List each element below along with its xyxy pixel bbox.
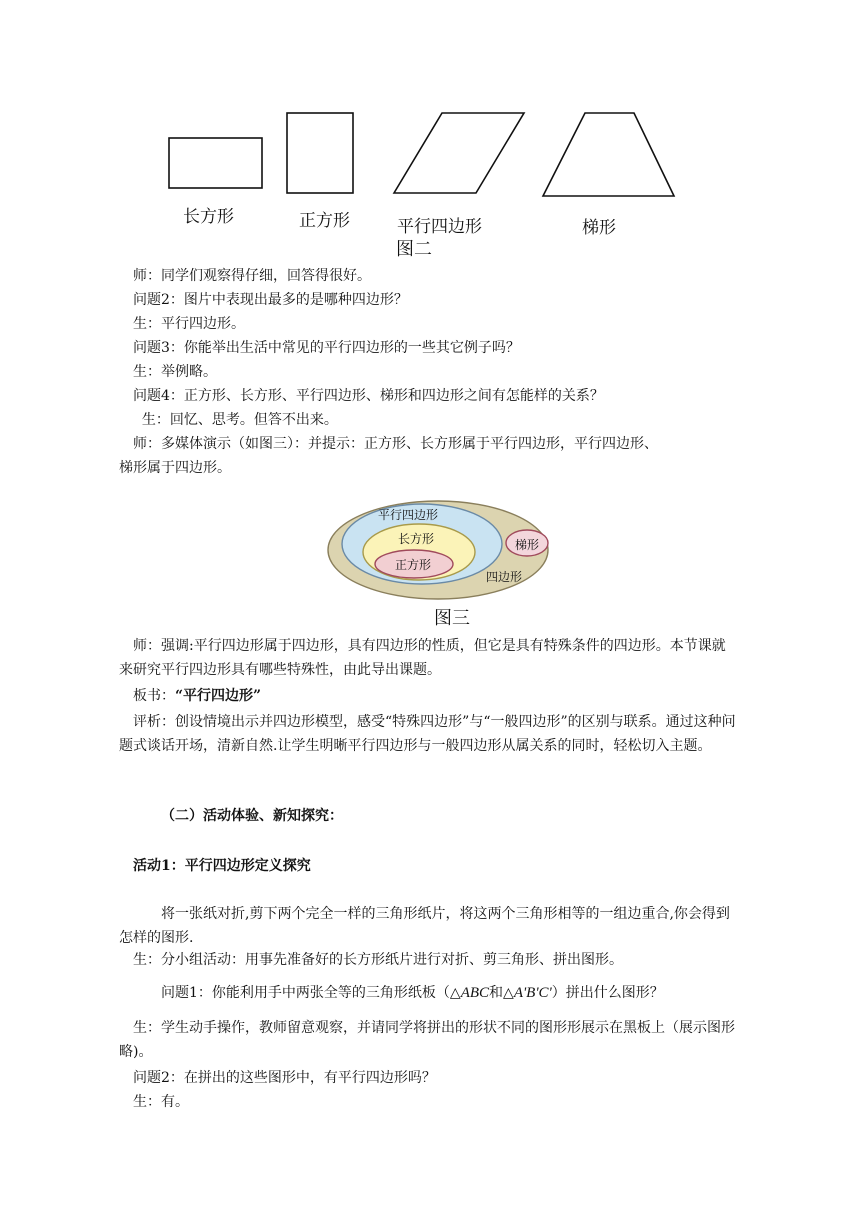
- square-shape: [287, 113, 353, 193]
- board-line: [133, 686, 261, 706]
- dialogue-line: 问题3：你能举出生活中常见的平行四边形的一些其它例子吗？: [133, 340, 520, 356]
- dialogue-line: 师：同学们观察得仔细，回答得很好。: [133, 268, 371, 284]
- board-title: “平行四边形”: [175, 688, 262, 704]
- dialogue-line: 生：有。: [133, 1094, 189, 1110]
- square-label: 正方形: [299, 211, 350, 231]
- trapezoid-shape: [543, 113, 674, 196]
- activity-instruction-paragraph: 将一张纸对折,剪下两个完全一样的三角形纸片，将这两个三角形相等的一组边重合,你会得到怎样的图形.: [119, 906, 730, 946]
- teacher-emphasis-paragraph: 师：强调:平行四边形属于四边形，具有四边形的性质，但它是具有特殊条件的四边形。本节课就来研究平行四边形具有哪些特殊性，由此导出课题。: [119, 638, 726, 678]
- rectangle-label: 长方形: [183, 207, 234, 227]
- student-activity-line: 生：分小组活动：用事先准备好的长方形纸片进行对折、剪三角形、拼出图形。: [133, 952, 623, 968]
- dialogue-line: 问题2：图片中表现出最多的是哪种四边形？: [133, 292, 408, 308]
- venn-label-trapezoid: 梯形: [515, 538, 540, 552]
- activity-heading: 活动1：平行四边形定义探究: [133, 858, 311, 874]
- venn-label-quadrilateral: 四边形: [486, 570, 523, 584]
- triangle-abc: ABC: [460, 985, 490, 1001]
- triangle-abc-prime: A'B'C': [513, 985, 552, 1001]
- dialogue-line: 梯形属于四边形。: [119, 460, 231, 476]
- trapezoid-label: 梯形: [582, 218, 616, 238]
- figure-3-caption: 图三: [434, 608, 470, 629]
- dialogue-line: 生：举例略。: [133, 364, 217, 380]
- question-1-line: [161, 983, 664, 1003]
- parallelogram-shape: [394, 113, 524, 193]
- dialogue-line: 问题4：正方形、长方形、平行四边形、梯形和四边形之间有怎能样的关系？: [133, 388, 604, 404]
- dialogue-line: 师：多媒体演示（如图三）：并提示：正方形、长方形属于平行四边形，平行四边形、: [133, 436, 658, 452]
- section-heading: （二）活动体验、新知探究：: [161, 808, 343, 824]
- question-1-text-b: 和△: [489, 985, 514, 1001]
- venn-label-parallelogram: 平行四边形: [378, 508, 439, 522]
- figure-2-caption: 图二: [396, 239, 432, 260]
- dialogue-line: 生：回忆、思考。但答不出来。: [133, 412, 338, 428]
- venn-label-rectangle: 长方形: [398, 532, 435, 546]
- student-operation-paragraph: 生：学生动手操作，教师留意观察，并请同学将拼出的形状不同的图形形展示在黑板上（展示图形略)。: [119, 1020, 735, 1060]
- figure-2-shapes: [160, 105, 700, 200]
- parallelogram-label: 平行四边形: [397, 217, 482, 237]
- question-1-text-a: 问题1：你能利用手中两张全等的三角形纸板（△: [161, 985, 461, 1001]
- board-prefix: 板书：: [133, 688, 175, 704]
- venn-label-square: 正方形: [395, 558, 432, 572]
- question-1-text-c: ）拼出什么图形？: [551, 985, 664, 1001]
- rectangle-shape: [169, 138, 262, 188]
- commentary-paragraph: 评析：创设情境出示并四边形模型，感受“特殊四边形”与“一般四边形”的区别与联系。通过这种问题式谈话开场，清新自然.让学生明晰平行四边形与一般四边形从属关系的同时，轻松切入主题。: [119, 714, 736, 754]
- dialogue-line: 问题2：在拼出的这些图形中，有平行四边形吗？: [133, 1070, 436, 1086]
- dialogue-line: 生：平行四边形。: [133, 316, 245, 332]
